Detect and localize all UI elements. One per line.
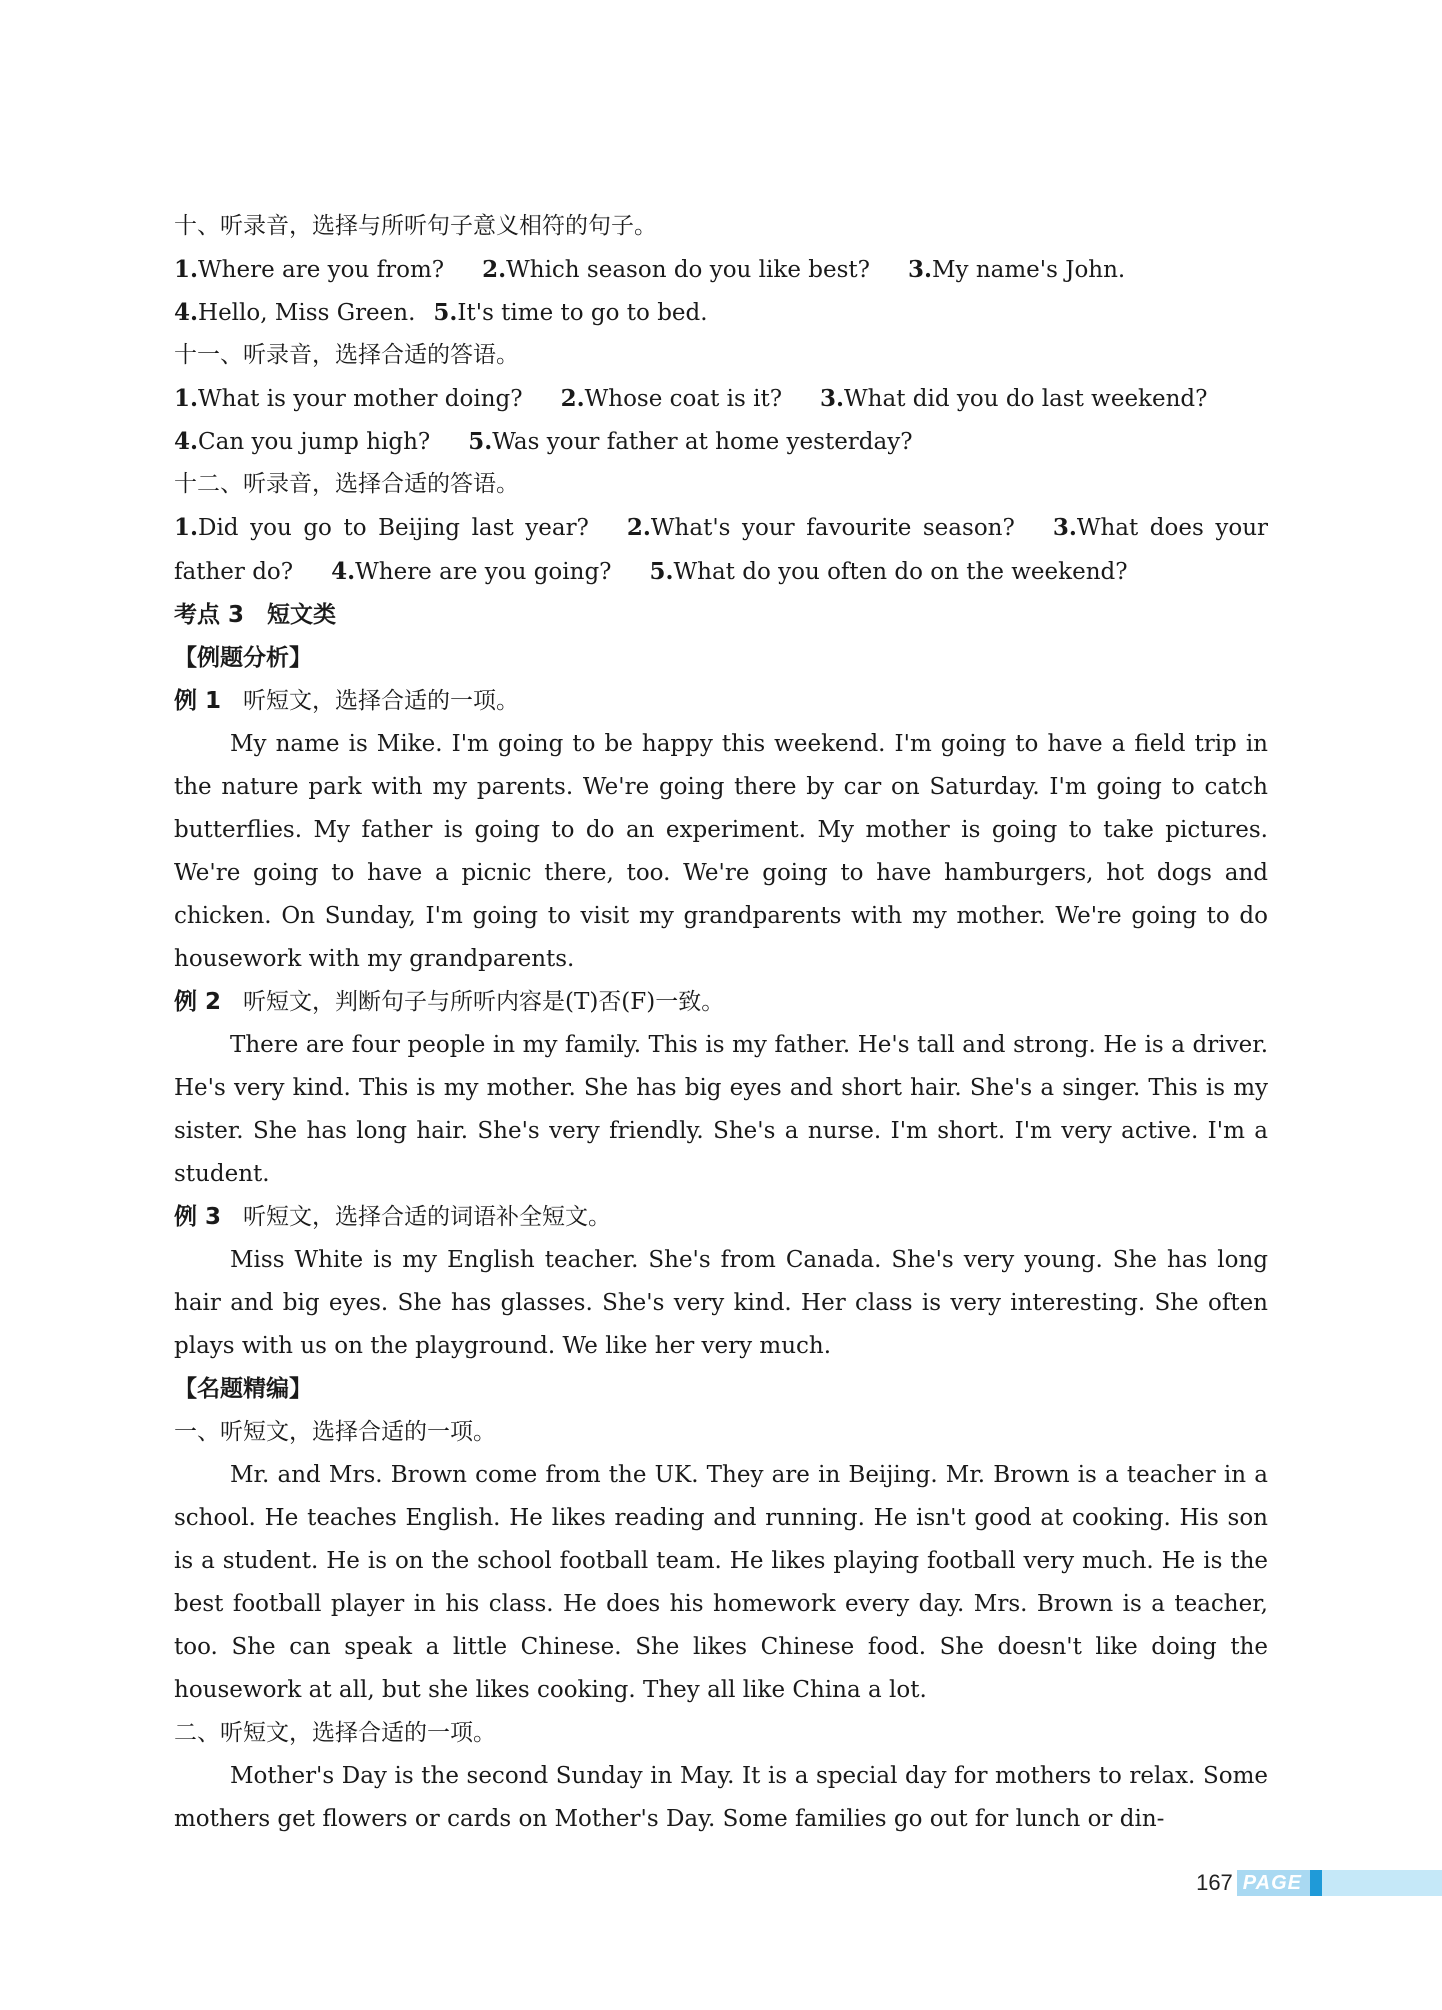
passage-text: My name is Mike. I'm going to be happy this weekend. I'm going to have a field trip in the nature park with my parents. We're going there by car on Saturday. I'm going to catch butterflies. My father is going to do an experiment. My mother is going to take pictures. We're going to have a picnic there, too. We're going to have hamburgers, hot dogs and chicken. On Sunday, I'm going to visit my grandparents with my mother. We're going to do housework with my grandparents.	[174, 731, 1268, 972]
example-instruction: 听短文，选择合适的词语补全短文。	[243, 1204, 612, 1230]
question-line	[174, 291, 1268, 334]
example-passage	[174, 1024, 1268, 1196]
item-text: Where are you from?	[198, 257, 445, 283]
item-text: Hello, Miss Green.	[198, 300, 416, 326]
example-heading	[174, 680, 1268, 723]
item-text: My name's John.	[931, 257, 1126, 283]
item-number: 1.	[174, 514, 199, 541]
question-block	[174, 506, 1268, 594]
item-number: 4.	[331, 558, 356, 585]
example-passage	[174, 1239, 1268, 1368]
footer-accent-bar	[1310, 1870, 1322, 1896]
example-instruction: 听短文，选择合适的一项。	[243, 688, 520, 714]
passage-text: Mother's Day is the second Sunday in May. It is a special day for mothers to relax. Some mothers get flowers or cards on Mother's Day. Some families go out for lunch or din-	[174, 1763, 1268, 1832]
item-number: 1.	[174, 256, 199, 283]
item-number: 3.	[820, 385, 845, 412]
item-number: 2.	[560, 385, 585, 412]
page-label: PAGE	[1237, 1870, 1310, 1896]
item-number: 5.	[649, 558, 674, 585]
example-analysis-header: 【例题分析】	[174, 645, 312, 671]
section-heading-11: 十一、听录音，选择合适的答语。	[174, 342, 519, 368]
item-number: 4.	[174, 299, 199, 326]
footer-light-bar	[1322, 1870, 1442, 1896]
question-line	[174, 248, 1268, 291]
item-number: 2.	[626, 514, 651, 541]
passage-text: Miss White is my English teacher. She's from Canada. She's very young. She has long hair and big eyes. She has glasses. She's very kind. Her class is very interesting. She often plays with us on the playground. We like her very much.	[174, 1247, 1268, 1359]
topic-heading: 考点 3 短文类	[174, 602, 337, 628]
page-content	[174, 205, 1268, 1841]
section-heading-12: 十二、听录音，选择合适的答语。	[174, 471, 519, 497]
item-text: It's time to go to bed.	[457, 300, 708, 326]
item-number: 2.	[482, 256, 507, 283]
passage-text: Mr. and Mrs. Brown come from the UK. They are in Beijing. Mr. Brown is a teacher in a school. He teaches English. He likes reading and running. He isn't good at cooking. His son is a student. He is on the school football team. He likes playing football very much. He is the best football player in his class. He does his homework every day. Mrs. Brown is a teacher, too. She can speak a little Chinese. She likes Chinese food. She doesn't like doing the housework at all, but she likes cooking. They all like China a lot.	[174, 1462, 1268, 1703]
example-instruction: 听短文，判断句子与所听内容是(T)否(F)一致。	[243, 989, 725, 1015]
item-number: 4.	[174, 428, 199, 455]
example-passage	[174, 723, 1268, 981]
example-heading	[174, 1196, 1268, 1239]
example-label: 例 3	[174, 1204, 222, 1230]
item-number: 3.	[1052, 514, 1077, 541]
practice-passage	[174, 1454, 1268, 1712]
practice-header: 【名题精编】	[174, 1376, 312, 1402]
item-text: What did you do last weekend?	[844, 386, 1208, 412]
page-number: 167	[1196, 1870, 1233, 1895]
item-text: Was your father at home yesterday?	[492, 429, 913, 455]
section-heading-10: 十、听录音，选择与所听句子意义相符的句子。	[174, 213, 657, 239]
question-line	[174, 420, 1268, 463]
page-footer	[1196, 1870, 1442, 1896]
item-number: 3.	[907, 256, 932, 283]
example-heading	[174, 981, 1268, 1024]
item-text: What does your father do?	[174, 515, 1269, 585]
passage-text: There are four people in my family. This is my father. He's tall and strong. He is a driver. He's very kind. This is my mother. She has big eyes and short hair. She's a singer. This is my sister. She has long hair. She's very friendly. She's a nurse. I'm short. I'm very active. I'm a student.	[174, 1032, 1268, 1187]
item-number: 1.	[174, 385, 199, 412]
item-text: Can you jump high?	[198, 429, 431, 455]
practice-heading: 二、听短文，选择合适的一项。	[174, 1720, 496, 1746]
item-number: 5.	[433, 299, 458, 326]
item-text: What do you often do on the weekend?	[673, 559, 1128, 585]
item-text: Whose coat is it?	[584, 386, 783, 412]
item-text: Which season do you like best?	[506, 257, 870, 283]
example-label: 例 1	[174, 688, 222, 714]
item-text: Did you go to Beijing last year?	[198, 515, 589, 541]
item-text: What's your favourite season?	[650, 515, 1015, 541]
item-text: What is your mother doing?	[198, 386, 523, 412]
item-text: Where are you going?	[355, 559, 612, 585]
practice-passage	[174, 1755, 1268, 1841]
item-number: 5.	[468, 428, 493, 455]
question-line	[174, 377, 1268, 420]
practice-heading: 一、听短文，选择合适的一项。	[174, 1419, 496, 1445]
example-label: 例 2	[174, 989, 222, 1015]
